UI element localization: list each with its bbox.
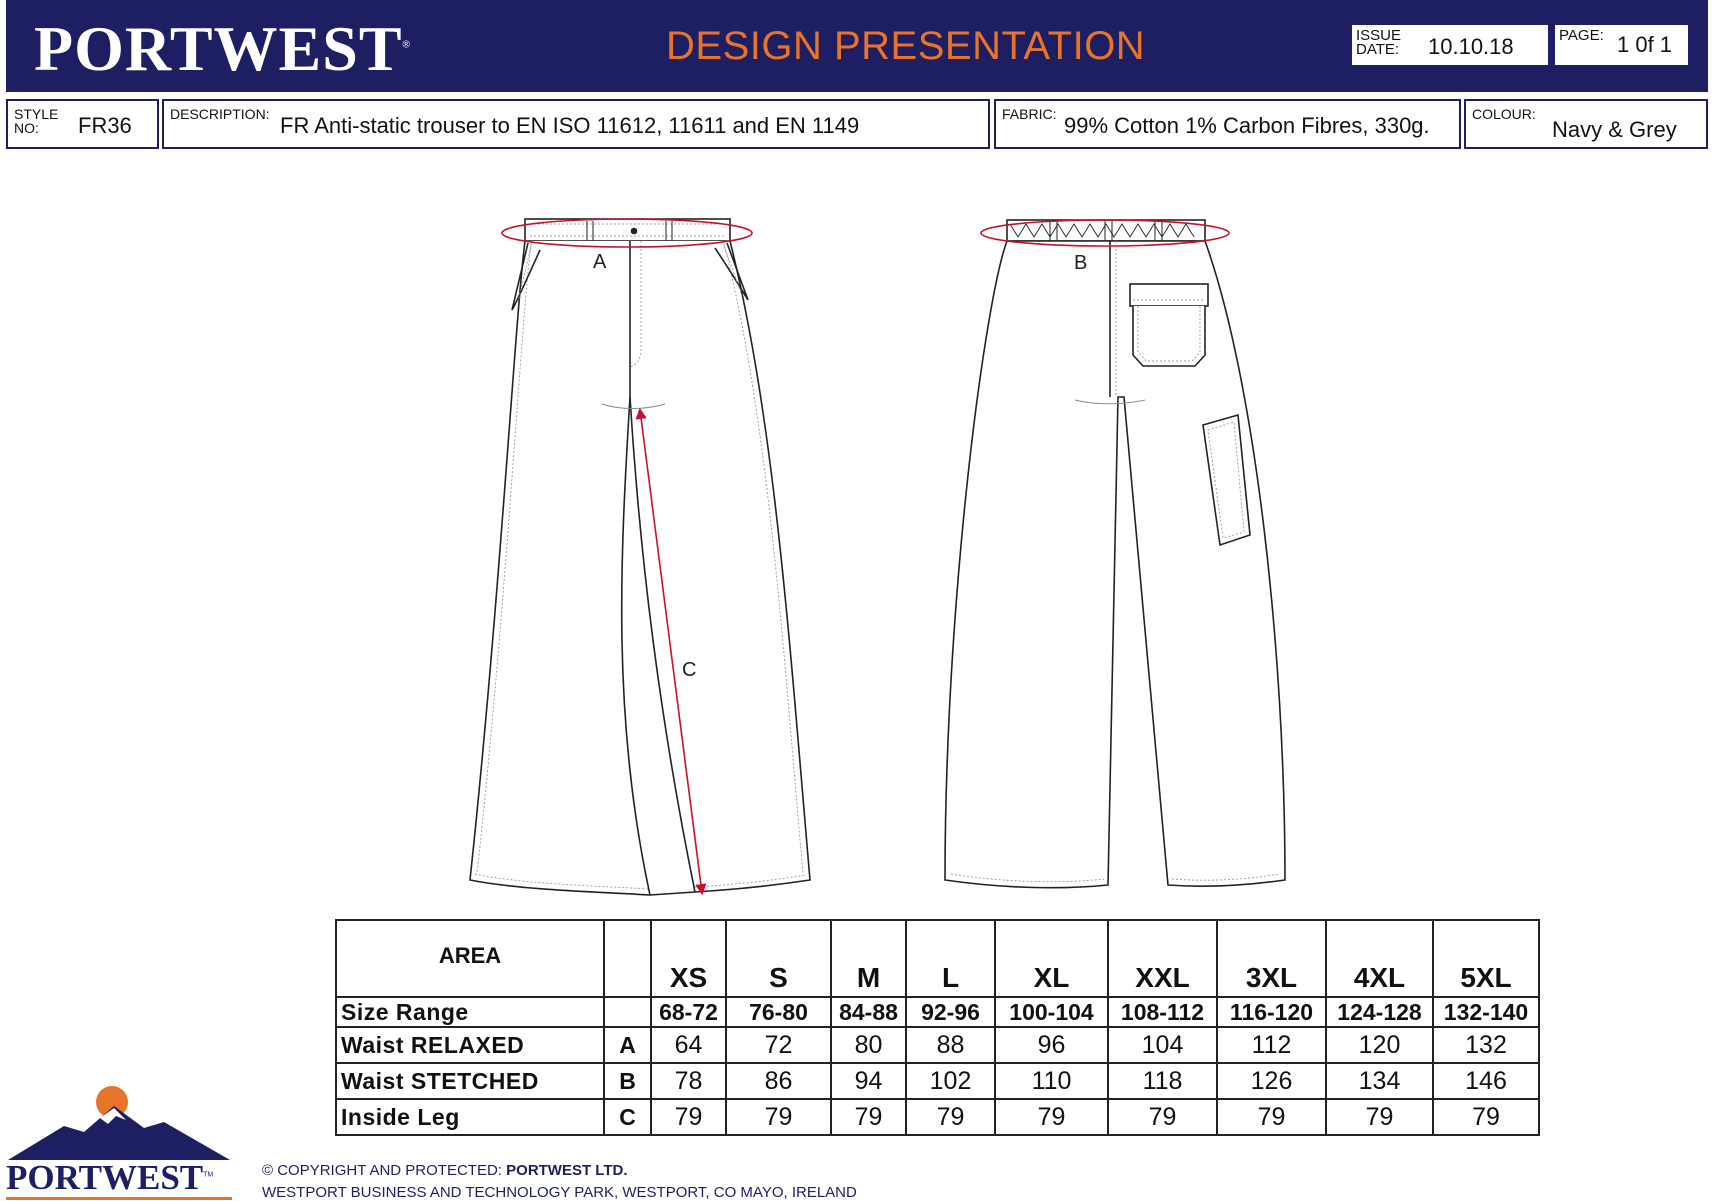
value-cell: 79	[1326, 1099, 1433, 1135]
value-cell: 80	[831, 1027, 906, 1063]
range-cell: 92-96	[906, 997, 995, 1027]
value-cell: 79	[1108, 1099, 1217, 1135]
value-cell: 79	[651, 1099, 726, 1135]
no-label: NO:	[14, 120, 39, 136]
back-outline	[945, 241, 1285, 888]
size-header: XL	[995, 920, 1108, 997]
brand-logo: PORTWEST®	[34, 13, 411, 84]
value-cell: 72	[726, 1027, 831, 1063]
value-cell: 79	[1217, 1099, 1326, 1135]
footer-brand-logo: PORTWEST™	[6, 1158, 214, 1197]
value-cell: 79	[995, 1099, 1108, 1135]
row-key: A	[604, 1027, 651, 1063]
range-cell: 132-140	[1433, 997, 1539, 1027]
mountain-logo	[4, 1080, 234, 1160]
area-header: AREA	[336, 920, 604, 997]
back-pocket	[1133, 306, 1205, 366]
size-chart-table	[335, 919, 1540, 1136]
value-cell: 134	[1326, 1063, 1433, 1099]
date-label: DATE:	[1356, 41, 1400, 58]
label-b: B	[1074, 252, 1088, 274]
size-header: 4XL	[1326, 920, 1433, 997]
value-cell: 94	[831, 1063, 906, 1099]
document-title: DESIGN PRESENTATION	[666, 24, 1146, 68]
size-header: 3XL	[1217, 920, 1326, 997]
row-key: B	[604, 1063, 651, 1099]
value-cell: 96	[995, 1027, 1108, 1063]
value-cell: 112	[1217, 1027, 1326, 1063]
description-label: DESCRIPTION:	[170, 106, 270, 122]
value-cell: 79	[906, 1099, 995, 1135]
range-cell: 100-104	[995, 997, 1108, 1027]
row-label: Size Range	[336, 997, 604, 1027]
value-cell: 86	[726, 1063, 831, 1099]
value-cell: 146	[1433, 1063, 1539, 1099]
size-header: S	[726, 920, 831, 997]
label-a: A	[593, 251, 607, 273]
back-pocket-flap	[1130, 284, 1208, 306]
fabric-value: 99% Cotton 1% Carbon Fibres, 330g.	[1064, 113, 1430, 138]
fabric-label: FABRIC:	[1002, 106, 1057, 122]
size-header: XXL	[1108, 920, 1217, 997]
size-header: M	[831, 920, 906, 997]
size-header-row	[336, 920, 1539, 997]
row-label: Inside Leg	[336, 1099, 604, 1135]
value-cell: 132	[1433, 1027, 1539, 1063]
value-cell: 110	[995, 1063, 1108, 1099]
size-header: 5XL	[1433, 920, 1539, 997]
range-cell: 124-128	[1326, 997, 1433, 1027]
address-line: WESTPORT BUSINESS AND TECHNOLOGY PARK, WESTPORT, CO MAYO, IRELAND	[262, 1184, 857, 1201]
front-view-trouser	[470, 219, 810, 895]
value-cell: 118	[1108, 1063, 1217, 1099]
value-cell: 126	[1217, 1063, 1326, 1099]
style-label: STYLE	[14, 106, 59, 122]
key-header	[604, 920, 651, 997]
back-view-trouser	[945, 220, 1285, 888]
value-cell: 79	[1433, 1099, 1539, 1135]
size-range-row	[336, 997, 1539, 1027]
colour-value: Navy & Grey	[1552, 117, 1677, 142]
value-cell: 78	[651, 1063, 726, 1099]
front-outline	[470, 241, 810, 895]
value-cell: 79	[831, 1099, 906, 1135]
page-label: PAGE:	[1559, 27, 1604, 44]
issue-label: ISSUE	[1356, 27, 1402, 44]
range-cell: 76-80	[726, 997, 831, 1027]
value-cell: 120	[1326, 1027, 1433, 1063]
label-c: C	[682, 659, 697, 681]
issue-date-value: 10.10.18	[1428, 34, 1514, 59]
colour-label: COLOUR:	[1472, 106, 1536, 122]
copyright-line: © COPYRIGHT AND PROTECTED: PORTWEST LTD.	[262, 1162, 628, 1179]
value-cell: 88	[906, 1027, 995, 1063]
range-cell: 68-72	[651, 997, 726, 1027]
range-cell: 84-88	[831, 997, 906, 1027]
size-header: L	[906, 920, 995, 997]
page-value: 1 0f 1	[1617, 32, 1673, 57]
value-cell: 79	[726, 1099, 831, 1135]
size-header: XS	[651, 920, 726, 997]
description-value: FR Anti-static trouser to EN ISO 11612, 11611 and EN 1149	[280, 113, 860, 138]
table-row	[336, 1099, 1539, 1135]
table-row	[336, 1063, 1539, 1099]
range-cell: 108-112	[1108, 997, 1217, 1027]
copyright-owner: PORTWEST LTD.	[506, 1162, 628, 1179]
value-cell: 104	[1108, 1027, 1217, 1063]
value-cell: 102	[906, 1063, 995, 1099]
style-value: FR36	[78, 113, 132, 138]
row-label: Waist STETCHED	[336, 1063, 604, 1099]
row-key: C	[604, 1099, 651, 1135]
range-cell: 116-120	[1217, 997, 1326, 1027]
value-cell: 64	[651, 1027, 726, 1063]
row-label: Waist RELAXED	[336, 1027, 604, 1063]
table-row	[336, 1027, 1539, 1063]
